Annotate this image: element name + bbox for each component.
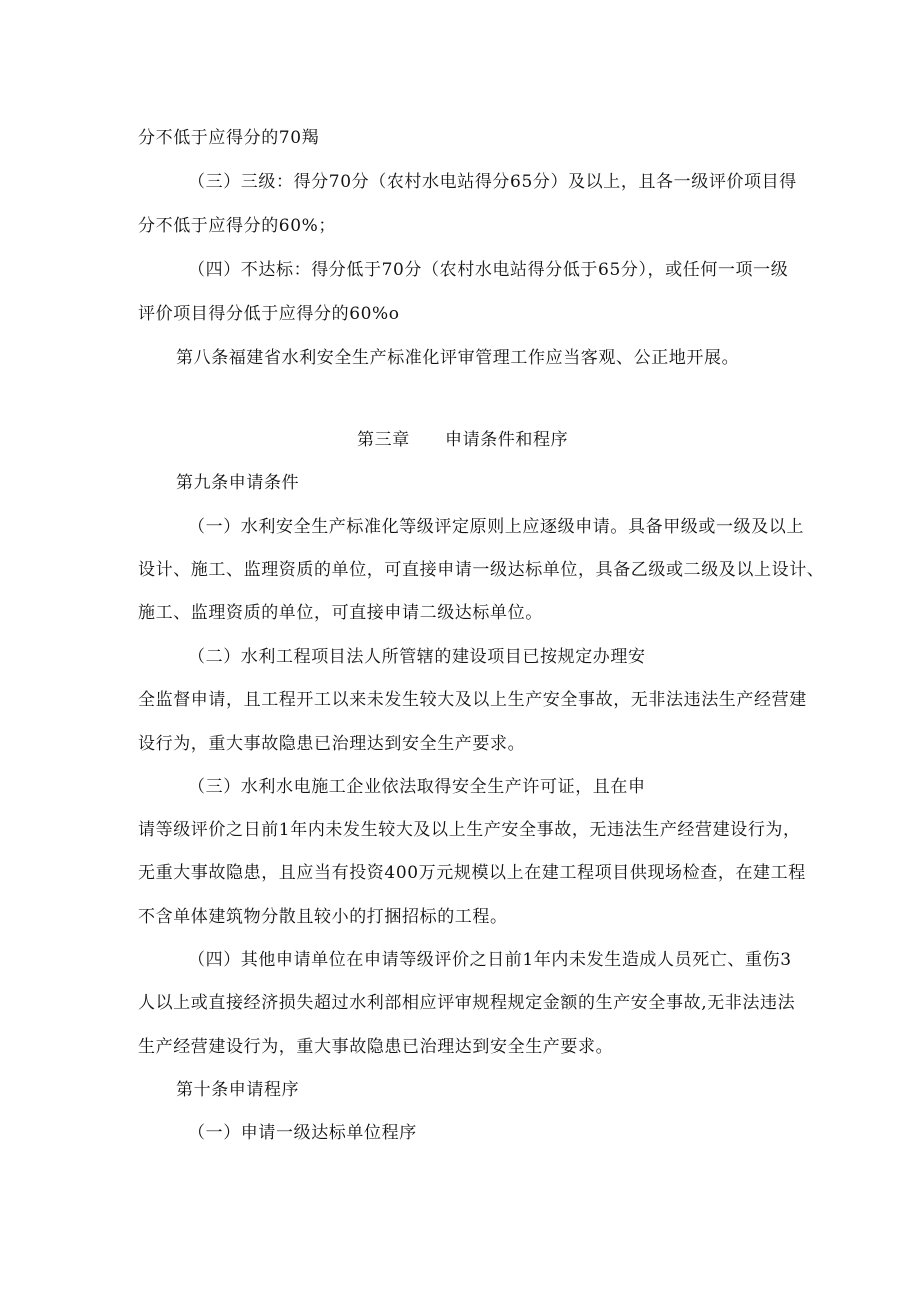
paragraph-line: （二）水利工程项目法人所管辖的建设项目已按规定办理安 [188, 647, 646, 667]
paragraph-line: （三）水利水电施工企业依法取得安全生产许可证，且在申 [188, 777, 646, 797]
paragraph-line: 无重大事故隐患，且应当有投资400万元规模以上在建工程项目供现场检查，在建工程 [138, 863, 806, 883]
paragraph-line: 分不低于应得分的60%； [138, 216, 336, 236]
paragraph-line: 设计、施工、监理资质的单位，可直接申请一级达标单位，具备乙级或二级及以上设计、 [138, 560, 825, 580]
chapter-heading: 第三章 申请条件和程序 [357, 430, 569, 450]
paragraph-line: 设行为，重大事故隐患已治理达到安全生产要求。 [138, 734, 526, 754]
paragraph-line: （一）水利安全生产标准化等级评定原则上应逐级申请。具备甲级或一级及以上 [188, 517, 804, 537]
article-10-title: 第十条申请程序 [176, 1080, 300, 1100]
paragraph-line: （三）三级：得分70分（农村水电站得分65分）及以上，且各一级评价项目得 [188, 172, 797, 192]
paragraph-line: 施工、监理资质的单位，可直接申请二级达标单位。 [138, 603, 543, 623]
paragraph-line: 分不低于应得分的70羯 [138, 128, 320, 148]
paragraph-line: 人以上或直接经济损失超过水利部相应评审规程规定金额的生产安全事故,无非法违法 [138, 993, 796, 1013]
paragraph-line: 不含单体建筑物分散且较小的打捆招标的工程。 [138, 907, 508, 927]
article-8: 第八条福建省水利安全生产标准化评审管理工作应当客观、公正地开展。 [176, 348, 740, 368]
paragraph-line: 评价项目得分低于应得分的60%o [138, 304, 400, 324]
paragraph-line: 请等级评价之日前1年内未发生较大及以上生产安全事故，无违法生产经营建设行为， [138, 820, 801, 840]
paragraph-line: （四）其他申请单位在申请等级评价之日前1年内未发生造成人员死亡、重伤3 [188, 950, 792, 970]
paragraph-line: 生产经营建设行为，重大事故隐患已治理达到安全生产要求。 [138, 1037, 614, 1057]
article-9-title: 第九条申请条件 [176, 473, 300, 493]
paragraph-line: （一）申请一级达标单位程序 [188, 1123, 417, 1143]
paragraph-line: 全监督申请，且工程开工以来未发生较大及以上生产安全事故，无非法违法生产经营建 [138, 690, 807, 710]
paragraph-line: （四）不达标：得分低于70分（农村水电站得分低于65分），或任何一项一级 [188, 260, 789, 280]
